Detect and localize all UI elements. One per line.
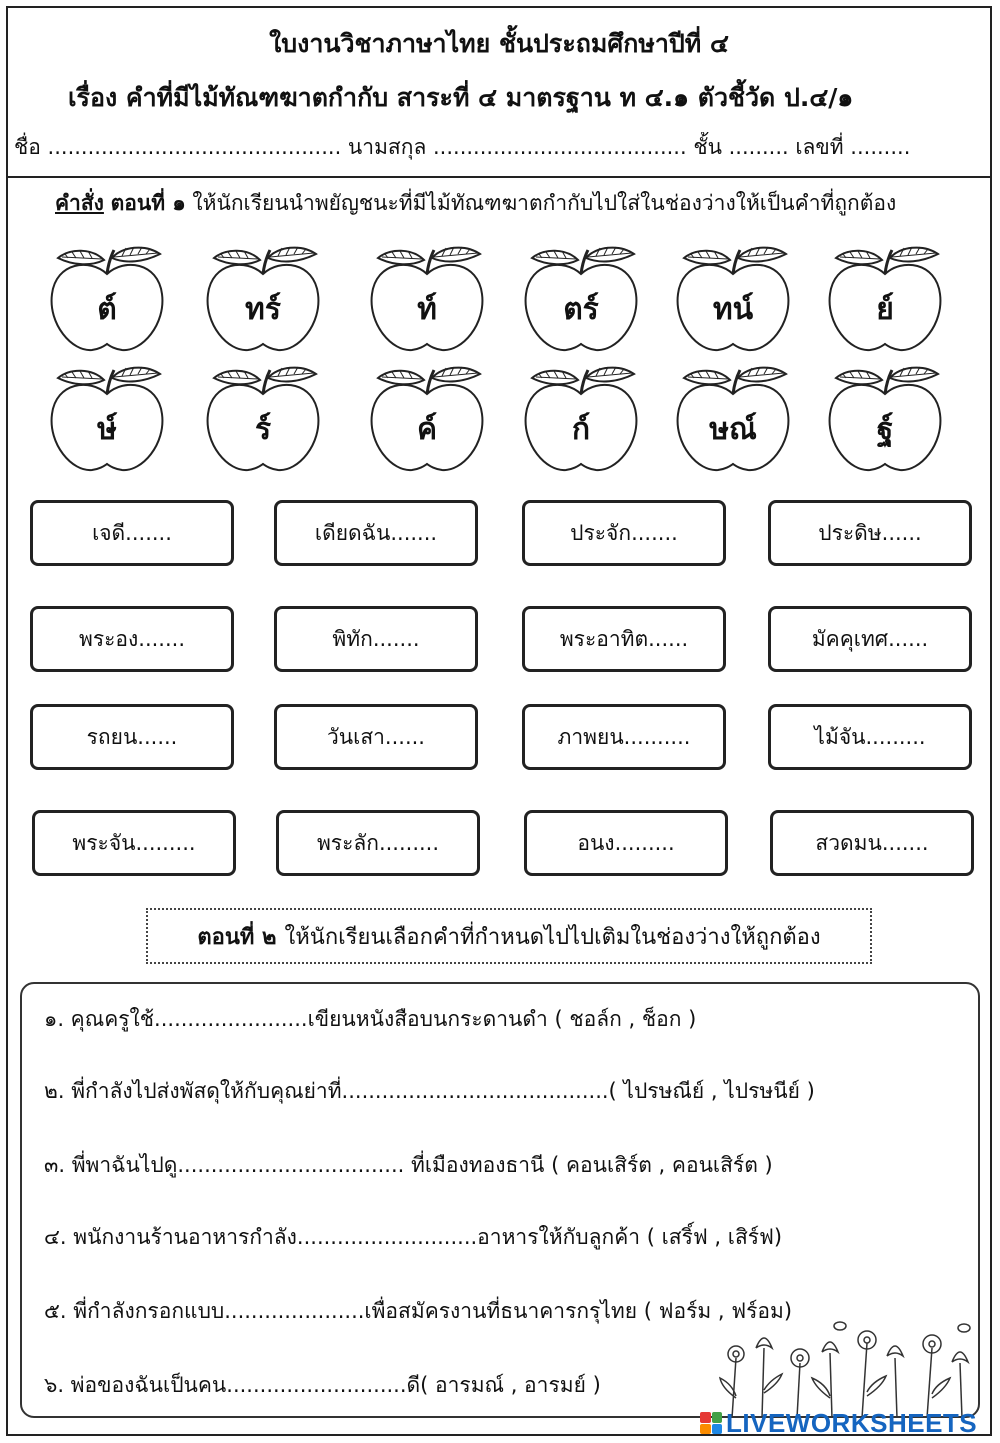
apple-consonant: ตร์: [563, 292, 599, 327]
part1-instruction: [55, 188, 896, 218]
word-box[interactable]: เดียดฉัน.......: [274, 500, 478, 566]
apple-card[interactable]: [668, 364, 798, 476]
student-info-line[interactable]: ชื่อ ............................................ นามสกุล ...................................... ชั้น ......... เลขที่ .........: [14, 135, 911, 159]
worksheet-title: ใบงานวิชาภาษาไทย ชั้นประถมศึกษาปีที่ ๔: [269, 29, 729, 58]
word-box[interactable]: เจดี.......: [30, 500, 234, 566]
worksheet-header: [8, 8, 990, 178]
word-box[interactable]: พระอง.......: [30, 606, 234, 672]
word-box[interactable]: รถยน......: [30, 704, 234, 770]
apple-card[interactable]: [516, 244, 646, 356]
apple-card[interactable]: [362, 364, 492, 476]
word-box[interactable]: มัคคุเทศ......: [768, 606, 972, 672]
part2-label: ตอนที่ ๒: [197, 924, 277, 950]
liveworksheets-logo[interactable]: [700, 1408, 996, 1438]
apple-consonant: ค์: [416, 412, 438, 447]
apple-consonant: ษ์: [97, 412, 117, 447]
word-box[interactable]: อนง.........: [524, 810, 728, 876]
word-box[interactable]: ไม้จัน.........: [768, 704, 972, 770]
apple-consonant: ทร์: [245, 292, 281, 327]
question-item[interactable]: ๓. พี่พาฉันไปดู.................................. ที่เมืองทองธานี ( คอนเสิร์ต , คอนเสิร์ต ): [44, 1153, 773, 1177]
apple-consonant: ก์: [571, 412, 591, 447]
flower-decoration: [712, 1318, 994, 1418]
word-box[interactable]: พระอาทิต......: [522, 606, 726, 672]
word-box[interactable]: วันเสา......: [274, 704, 478, 770]
word-box[interactable]: ประดิษ......: [768, 500, 972, 566]
word-box[interactable]: ประจัก.......: [522, 500, 726, 566]
apple-card[interactable]: [820, 364, 950, 476]
word-box[interactable]: ภาพยน..........: [522, 704, 726, 770]
apple-consonant: ท์: [417, 292, 437, 327]
liveworksheets-mark-icon: [700, 1412, 722, 1434]
apple-card[interactable]: [516, 364, 646, 476]
question-item[interactable]: ๑. คุณครูใช้.......................เขียนหนังสือบนกระดานดำ ( ชอล์ก , ช็อก ): [44, 1007, 697, 1031]
part2-instruction-text: ให้นักเรียนเลือกคำที่กำหนดไปไปเติมในช่องว่างให้ถูกต้อง: [284, 924, 821, 950]
liveworksheets-text: LIVEWORKSHEETS: [726, 1407, 978, 1438]
question-item[interactable]: ๔. พนักงานร้านอาหารกำลัง...........................อาหารให้กับลูกค้า ( เสริ์ฟ , เสิร์ฟ): [44, 1225, 783, 1249]
apple-consonant: ทน์: [712, 292, 754, 327]
apple-card[interactable]: [42, 364, 172, 476]
apple-consonant: ย์: [876, 292, 894, 327]
instruction-label: คำสั่ง: [55, 191, 104, 215]
word-box[interactable]: พระจัน.........: [32, 810, 236, 876]
apple-consonant: ต์: [97, 292, 117, 327]
apple-card[interactable]: [198, 244, 328, 356]
apple-consonant: ร์: [254, 412, 272, 447]
question-item[interactable]: ๒. พี่กำลังไปส่งพัสดุให้กับคุณย่าที่........................................( ไปรษณีย์ , ไปรษนีย์ ): [44, 1079, 815, 1103]
apple-card[interactable]: [198, 364, 328, 476]
apple-card[interactable]: [820, 244, 950, 356]
word-box[interactable]: สวดมน.......: [770, 810, 974, 876]
part1-label: ตอนที่ ๑: [110, 191, 186, 215]
part1-instruction-text: ให้นักเรียนนำพยัญชนะที่มีไม้ทัณฑฆาตกำกับไปใส่ในช่องว่างให้เป็นคำที่ถูกต้อง: [192, 191, 897, 215]
apple-card[interactable]: [42, 244, 172, 356]
part2-instruction: [146, 908, 872, 964]
apple-card[interactable]: [668, 244, 798, 356]
apple-consonant: ษณ์: [709, 412, 757, 447]
apple-card[interactable]: [362, 244, 492, 356]
question-item[interactable]: ๕. พี่กำลังกรอกแบบ.....................เพื่อสมัครงานที่ธนาคารกรุไทย ( ฟอร์ม , ฟร์อม): [44, 1299, 793, 1323]
question-item[interactable]: ๖. พ่อของฉันเป็นคน...........................ดี( อารมณ์ , อารมย์ ): [44, 1373, 601, 1397]
apple-consonant: ฐ์: [876, 412, 894, 447]
word-box[interactable]: พิทัก.......: [274, 606, 478, 672]
word-box[interactable]: พระลัก.........: [276, 810, 480, 876]
worksheet-subtitle: เรื่อง คำที่มีไม้ทัณฑฆาตกำกับ สาระที่ ๔ มาตรฐาน ท ๔.๑ ตัวชี้วัด ป.๔/๑: [68, 83, 854, 112]
